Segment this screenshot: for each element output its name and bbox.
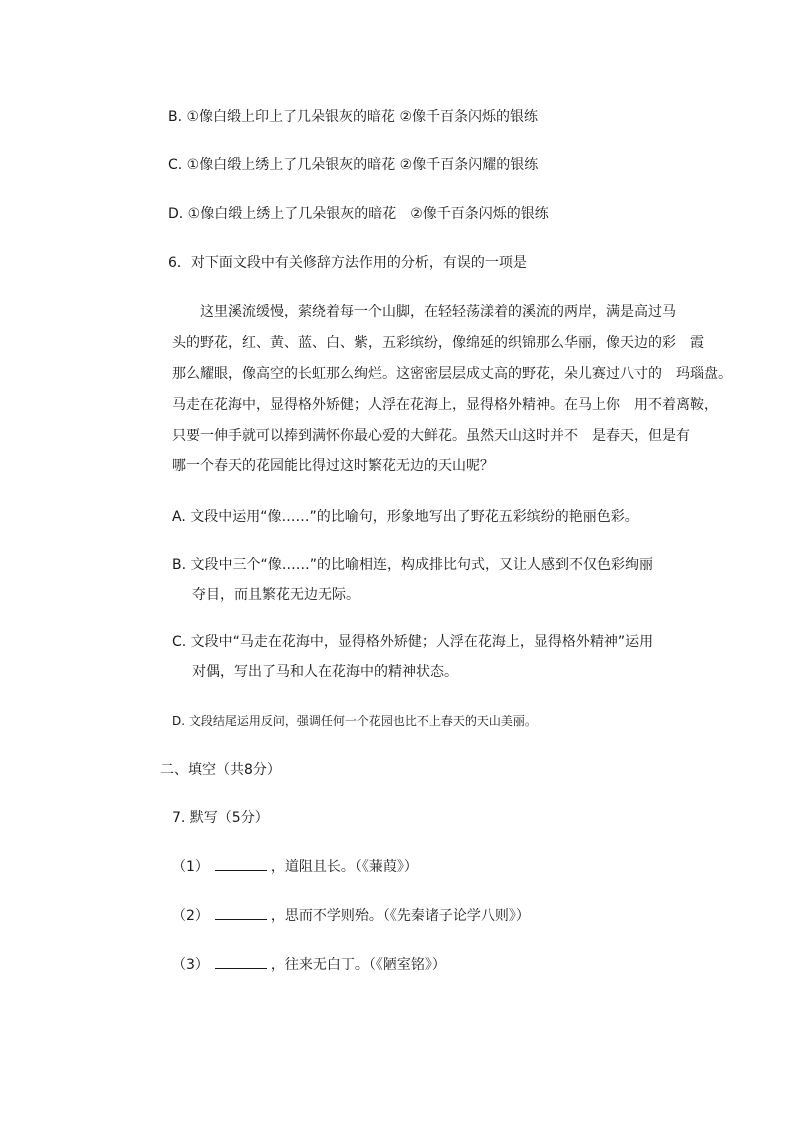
section-2-title: 二、填空（共8分） [160, 762, 281, 778]
q6-passage-line-6: 哪一个春天的花园能比得过这时繁花无边的天山呢？ [172, 458, 494, 474]
q6-passage-line-2: 头的野花，红、黄、蓝、白、紫，五彩缤纷，像绵延的织锦那么华丽，像天边的彩 霞 [172, 335, 704, 351]
q7-stem: 7. 默写（5分） [172, 810, 269, 826]
q6-passage-line-3: 那么耀眼，像高空的长虹那么绚烂。这密密层层成丈高的野花，朵儿赛过八寸的 玛瑙盘。 [172, 366, 732, 382]
q6-passage-line-1: 这里溪流缓慢，萦绕着每一个山脚，在轻轻荡漾着的溪流的两岸，满是高过马 [200, 304, 676, 320]
q7-item-number: （1） [172, 859, 209, 875]
q5-option-d: D. ①像白缎上绣上了几朵银灰的暗花 ②像千百条闪烁的银练 [168, 206, 549, 222]
q7-item-text: ，道阻且长。（《蒹葭》） [270, 859, 418, 875]
answer-blank[interactable] [215, 907, 267, 920]
q7-item-2 [172, 906, 530, 926]
q6-option-c-line-2: 对偶，写出了马和人在花海中的精神状态。 [192, 664, 458, 680]
q6-option-c-line-1: C. 文段中“马走在花海中，显得格外矫健；人浮在花海上，显得格外精神”运用 [172, 634, 654, 650]
q7-item-number: （2） [172, 908, 209, 924]
q7-item-3 [172, 955, 446, 975]
q7-item-text: ，往来无白丁。（《陋室铭》） [270, 957, 446, 973]
q7-item-number: （3） [172, 957, 209, 973]
q6-passage-line-4: 马走在花海中，显得格外矫健；人浮在花海上，显得格外精神。在马上你 用不着离鞍， [172, 397, 718, 413]
q7-item-text: ，思而不学则殆。（《先秦诸子论学八则》） [270, 908, 530, 924]
q5-option-c: C. ①像白缎上绣上了几朵银灰的暗花 ②像千百条闪耀的银练 [168, 157, 539, 173]
answer-blank[interactable] [215, 858, 267, 871]
q6-option-a: A. 文段中运用“像……”的比喻句，形象地写出了野花五彩缤纷的艳丽色彩。 [172, 509, 639, 525]
q5-option-b: B. ①像白缎上印上了几朵银灰的暗花 ②像千百条闪烁的银练 [168, 109, 539, 125]
q7-item-1 [172, 857, 418, 877]
q6-option-b-line-2: 夺目，而且繁花无边无际。 [192, 587, 360, 603]
q6-passage-line-5: 只要一伸手就可以捧到满怀你最心爱的大鲜花。虽然天山这时并不 是春天，但是有 [172, 428, 690, 444]
q6-stem: 6．对下面文段中有关修辞方法作用的分析，有误的一项是 [168, 255, 527, 271]
answer-blank[interactable] [215, 956, 267, 969]
q6-option-d: D. 文段结尾运用反问，强调任何一个花园也比不上春天的天山美丽。 [172, 714, 537, 728]
q6-option-b-line-1: B. 文段中三个“像……”的比喻相连，构成排比句式，又让人感到不仅色彩绚丽 [172, 557, 654, 573]
